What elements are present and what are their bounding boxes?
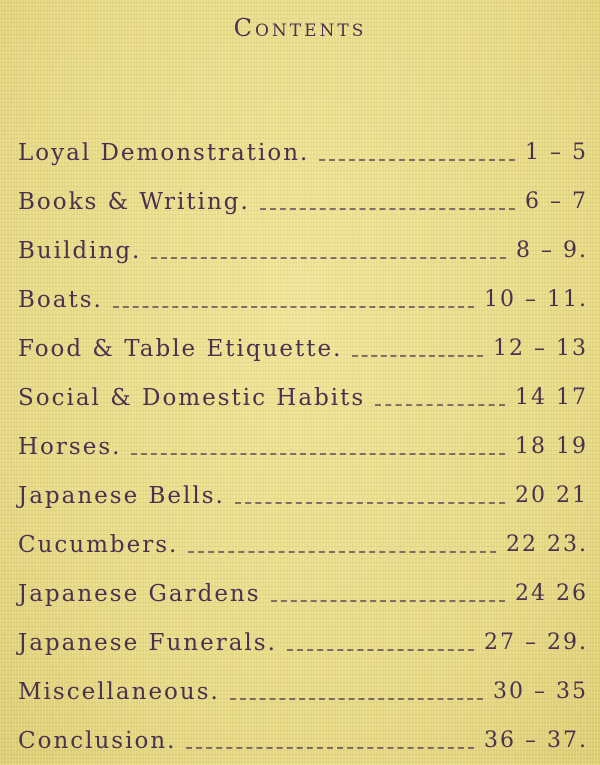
toc-entry-pages: 12 – 13 xyxy=(493,336,588,361)
toc-entry-pages: 8 – 9. xyxy=(516,238,588,263)
dotted-leader xyxy=(287,649,474,651)
toc-entry xyxy=(18,226,588,275)
toc-entry-pages: 30 – 35 xyxy=(493,679,588,704)
toc-entry xyxy=(18,177,588,226)
toc-entry-pages: 14 17 xyxy=(515,385,588,410)
toc-entry-pages: 27 – 29. xyxy=(484,630,588,655)
dotted-leader xyxy=(319,159,515,161)
dotted-leader xyxy=(260,208,515,210)
toc-entry-pages: 36 – 37. xyxy=(484,728,588,753)
toc-entry-title: Conclusion. xyxy=(18,727,177,754)
table-of-contents xyxy=(18,128,588,765)
dotted-leader xyxy=(151,257,506,259)
toc-entry-title: Food & Table Etiquette. xyxy=(18,335,343,362)
toc-entry-title: Books & Writing. xyxy=(18,188,250,215)
toc-entry-pages: 10 – 11. xyxy=(484,287,588,312)
toc-entry-title: Loyal Demonstration. xyxy=(18,139,310,166)
toc-entry xyxy=(18,716,588,765)
toc-entry-title: Social & Domestic Habits xyxy=(18,384,366,411)
dotted-leader xyxy=(131,453,505,455)
toc-entry xyxy=(18,569,588,618)
toc-entry-pages: 1 – 5 xyxy=(525,140,588,165)
dotted-leader xyxy=(113,306,474,308)
toc-entry-title: Cucumbers. xyxy=(18,531,179,558)
toc-entry xyxy=(18,667,588,716)
toc-entry-pages: 20 21 xyxy=(515,483,588,508)
dotted-leader xyxy=(352,355,483,357)
toc-entry-pages: 22 23. xyxy=(506,532,588,557)
dotted-leader xyxy=(375,404,505,406)
dotted-leader xyxy=(271,600,505,602)
dotted-leader xyxy=(188,551,496,553)
toc-entry-title: Miscellaneous. xyxy=(18,678,220,705)
toc-entry xyxy=(18,520,588,569)
toc-entry xyxy=(18,324,588,373)
toc-entry-pages: 18 19 xyxy=(515,434,588,459)
page-title: Contents xyxy=(233,14,367,42)
toc-entry xyxy=(18,275,588,324)
toc-entry-title: Building. xyxy=(18,237,142,264)
dotted-leader xyxy=(186,747,474,749)
toc-entry xyxy=(18,618,588,667)
toc-entry-pages: 6 – 7 xyxy=(525,189,588,214)
dotted-leader xyxy=(235,502,505,504)
toc-entry xyxy=(18,422,588,471)
toc-entry-pages: 24 26 xyxy=(515,581,588,606)
toc-entry xyxy=(18,373,588,422)
toc-entry-title: Japanese Bells. xyxy=(18,482,225,509)
toc-entry xyxy=(18,128,588,177)
toc-entry xyxy=(18,471,588,520)
toc-entry-title: Japanese Funerals. xyxy=(18,629,277,656)
toc-entry-title: Japanese Gardens xyxy=(18,580,261,607)
toc-entry-title: Horses. xyxy=(18,433,122,460)
toc-entry-title: Boats. xyxy=(18,286,103,313)
dotted-leader xyxy=(230,698,483,700)
